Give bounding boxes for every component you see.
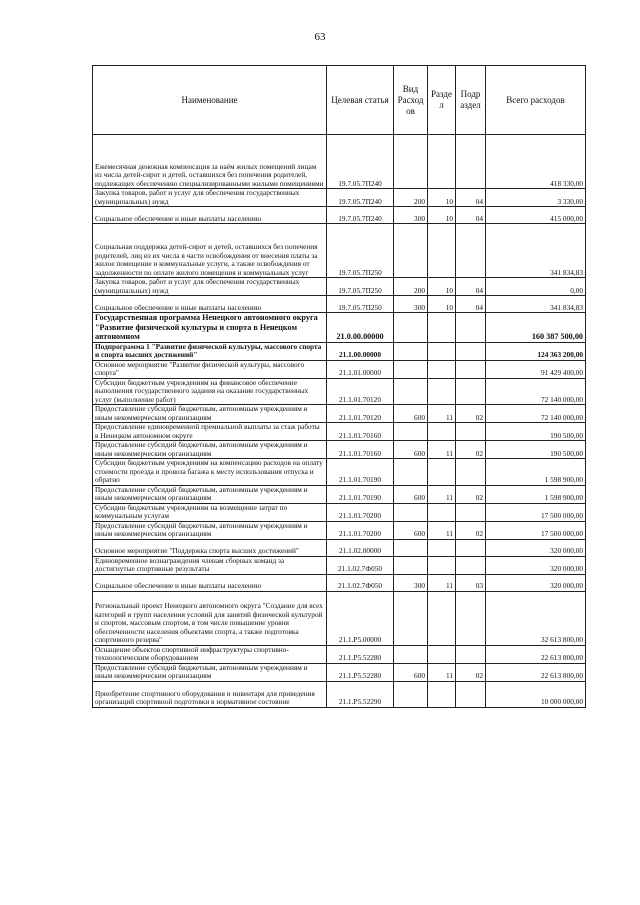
table-row (93, 459, 586, 486)
cell-total: 160 387 500,00 (486, 313, 586, 343)
cell-name: Социальная поддержка детей-сирот и детей, оставшихся без попечения родителей, лиц из их числа в части освобождения от внесения платы за жилое помещение и коммунальные услуги, а также освобождения от задолженности по оплате жилого помещения и коммунальных услуг (93, 224, 327, 278)
cell-total: 91 429 400,00 (486, 360, 586, 378)
cell-target: 21.1.01.70160 (327, 441, 394, 459)
cell-total: 17 500 000,00 (486, 503, 586, 521)
cell-subsection (456, 378, 486, 405)
header-type: Вид Расход ов (394, 66, 428, 135)
cell-subsection: 02 (456, 485, 486, 503)
cell-name: Субсидии бюджетным учреждениям на возмещение затрат по коммунальным услугам (93, 503, 327, 521)
cell-total: 418 330,00 (486, 135, 586, 189)
cell-type: 600 (394, 405, 428, 423)
table-header-row (93, 66, 586, 135)
cell-total: 341 834,83 (486, 224, 586, 278)
cell-name: Единовременное вознаграждения членам сборных команд за достигнутые спортивные результаты (93, 556, 327, 574)
cell-name: Социальное обеспечение и иные выплаты населению (93, 296, 327, 313)
cell-target: 21.1.P5.52290 (327, 681, 394, 707)
cell-subsection: 02 (456, 521, 486, 539)
cell-total: 1 598 900,00 (486, 459, 586, 486)
cell-total: 72 140 000,00 (486, 405, 586, 423)
table-row (93, 574, 586, 591)
cell-total: 0,00 (486, 278, 586, 296)
cell-target: 19.7.05.7П240 (327, 135, 394, 189)
cell-target: 21.1.02.7Ф050 (327, 574, 394, 591)
cell-type (394, 503, 428, 521)
table-row (93, 224, 586, 278)
cell-total: 32 613 800,00 (486, 591, 586, 645)
cell-section: 10 (428, 189, 456, 207)
cell-subsection (456, 539, 486, 556)
cell-type: 200 (394, 278, 428, 296)
cell-type (394, 378, 428, 405)
cell-type (394, 645, 428, 663)
table-row (93, 539, 586, 556)
table-row (93, 313, 586, 343)
cell-total: 22 613 800,00 (486, 663, 586, 681)
cell-type: 600 (394, 485, 428, 503)
cell-section: 10 (428, 278, 456, 296)
cell-target: 19.7.05.7П240 (327, 207, 394, 224)
cell-name: Предоставление субсидий бюджетным, автономным учреждениям и иным некоммерческим организациям (93, 405, 327, 423)
cell-name: Закупка товаров, работ и услуг для обеспечения государственных (муниципальных) нужд (93, 189, 327, 207)
cell-total: 341 834,83 (486, 296, 586, 313)
table-row (93, 441, 586, 459)
cell-total: 320 000,00 (486, 574, 586, 591)
cell-name: Предоставление субсидий бюджетным, автономным учреждениям и иным некоммерческим организациям (93, 441, 327, 459)
cell-name: Предоставление субсидий бюджетным, автономным учреждениям и иным некоммерческим организациям (93, 485, 327, 503)
cell-total: 190 500,00 (486, 423, 586, 441)
table-row (93, 681, 586, 707)
cell-total: 124 363 200,00 (486, 342, 586, 360)
cell-section (428, 342, 456, 360)
table-body (93, 135, 586, 708)
cell-section (428, 313, 456, 343)
cell-type (394, 423, 428, 441)
cell-subsection (456, 423, 486, 441)
table-row (93, 296, 586, 313)
cell-target: 21.1.01.70160 (327, 423, 394, 441)
cell-type (394, 591, 428, 645)
cell-subsection: 04 (456, 278, 486, 296)
header-section: Разде л (428, 66, 456, 135)
cell-name: Ежемесячная денежная компенсация за наём жилых помещений лицам из числа детей-сирот и детей, оставшихся без попечения родителей, подлежащих обеспечению специализированными жилыми помещениями (93, 135, 327, 189)
cell-type (394, 459, 428, 486)
cell-section: 11 (428, 441, 456, 459)
cell-subsection: 04 (456, 296, 486, 313)
cell-type (394, 681, 428, 707)
cell-name: Приобретение спортивного оборудования и инвентаря для приведения организаций спортивной подготовки в нормативное состояние (93, 681, 327, 707)
cell-type (394, 556, 428, 574)
cell-subsection (456, 556, 486, 574)
cell-target: 21.1.01.00000 (327, 360, 394, 378)
table-row (93, 503, 586, 521)
cell-section: 11 (428, 574, 456, 591)
cell-name: Предоставление субсидий бюджетным, автономным учреждениям и иным некоммерческим организациям (93, 521, 327, 539)
cell-section (428, 378, 456, 405)
cell-target: 21.1.P5.00000 (327, 591, 394, 645)
cell-total: 320 000,00 (486, 539, 586, 556)
cell-section: 11 (428, 663, 456, 681)
cell-name: Оснащение объектов спортивной инфраструктуры спортивно-технологическим оборудованием (93, 645, 327, 663)
table-row (93, 207, 586, 224)
cell-type (394, 360, 428, 378)
cell-section (428, 459, 456, 486)
cell-subsection: 04 (456, 189, 486, 207)
header-subsection: Подр аздел (456, 66, 486, 135)
cell-target: 21.1.01.70200 (327, 521, 394, 539)
cell-total: 3 330,00 (486, 189, 586, 207)
cell-type (394, 313, 428, 343)
table-row (93, 645, 586, 663)
table-row (93, 378, 586, 405)
cell-section (428, 224, 456, 278)
cell-subsection (456, 645, 486, 663)
cell-name: Предоставление единовременной премиальной выплаты за стаж работы в Ненецком автономном округе (93, 423, 327, 441)
table-row (93, 135, 586, 189)
cell-subsection (456, 313, 486, 343)
header-name: Наименование (93, 66, 327, 135)
cell-subsection: 02 (456, 405, 486, 423)
cell-total: 190 500,00 (486, 441, 586, 459)
cell-target: 21.0.00.00000 (327, 313, 394, 343)
cell-target: 21.1.01.70200 (327, 503, 394, 521)
table-row (93, 189, 586, 207)
cell-target: 21.1.02.7Ф050 (327, 556, 394, 574)
cell-section (428, 681, 456, 707)
cell-type: 600 (394, 441, 428, 459)
cell-section (428, 503, 456, 521)
table-row (93, 423, 586, 441)
cell-subsection: 02 (456, 441, 486, 459)
cell-subsection (456, 224, 486, 278)
cell-total: 320 000,00 (486, 556, 586, 574)
cell-type: 200 (394, 189, 428, 207)
cell-target: 21.1.01.70190 (327, 459, 394, 486)
cell-target: 21.1.00.00000 (327, 342, 394, 360)
header-total: Всего расходов (486, 66, 586, 135)
cell-total: 415 000,00 (486, 207, 586, 224)
cell-type (394, 342, 428, 360)
table-row (93, 360, 586, 378)
cell-total: 72 140 000,00 (486, 378, 586, 405)
budget-table (92, 65, 586, 708)
cell-name: Предоставление субсидий бюджетным, автономным учреждениям и иным некоммерческим организациям (93, 663, 327, 681)
cell-target: 19.7.05.7П250 (327, 296, 394, 313)
cell-name: Субсидии бюджетным учреждениям на финансовое обеспечение выполнения государственного задания на оказание государственных услуг (выполнение работ) (93, 378, 327, 405)
cell-total: 1 598 900,00 (486, 485, 586, 503)
cell-subsection (456, 681, 486, 707)
cell-section: 10 (428, 207, 456, 224)
cell-subsection: 03 (456, 574, 486, 591)
cell-target: 21.1.P5.52280 (327, 645, 394, 663)
cell-type: 600 (394, 663, 428, 681)
cell-section: 10 (428, 296, 456, 313)
cell-subsection (456, 342, 486, 360)
table-row (93, 342, 586, 360)
cell-section (428, 539, 456, 556)
cell-name: Социальное обеспечение и иные выплаты населению (93, 574, 327, 591)
cell-target: 21.1.01.70190 (327, 485, 394, 503)
cell-type: 300 (394, 207, 428, 224)
cell-name: Субсидии бюджетным учреждениям на компенсацию расходов на оплату стоимости проезда и провоза багажа к месту использования отпуска и обратно (93, 459, 327, 486)
cell-target: 21.1.02.00000 (327, 539, 394, 556)
cell-name: Региональный проект Ненецкого автономного округа "Создание для всех категорий и групп населения условий для занятий физической культурой и спортом, массовым спортом, в том числе повышение уровня обеспеченности населения объектами спорта, а также подготовка спортивного резерва" (93, 591, 327, 645)
cell-subsection (456, 360, 486, 378)
cell-type: 600 (394, 521, 428, 539)
cell-name: Закупка товаров, работ и услуг для обеспечения государственных (муниципальных) нужд (93, 278, 327, 296)
table-row (93, 556, 586, 574)
cell-name: Социальное обеспечение и иные выплаты населению (93, 207, 327, 224)
cell-target: 21.1.01.70120 (327, 378, 394, 405)
cell-name: Основное мероприятие "Поддержка спорта высших достижений" (93, 539, 327, 556)
cell-name: Основное мероприятие "Развитие физической культуры, массового спорта" (93, 360, 327, 378)
page-number: 63 (314, 31, 326, 43)
cell-type: 300 (394, 296, 428, 313)
table-row (93, 485, 586, 503)
cell-target: 19.7.05.7П250 (327, 224, 394, 278)
cell-total: 22 613 800,00 (486, 645, 586, 663)
cell-target: 19.7.05.7П240 (327, 189, 394, 207)
table-row (93, 591, 586, 645)
cell-type (394, 539, 428, 556)
cell-section (428, 135, 456, 189)
cell-target: 21.1.01.70120 (327, 405, 394, 423)
table-row (93, 405, 586, 423)
cell-section: 11 (428, 485, 456, 503)
cell-subsection (456, 591, 486, 645)
cell-subsection (456, 459, 486, 486)
cell-section (428, 591, 456, 645)
cell-section: 11 (428, 521, 456, 539)
cell-total: 17 500 000,00 (486, 521, 586, 539)
table-row (93, 521, 586, 539)
cell-section (428, 423, 456, 441)
cell-subsection: 04 (456, 207, 486, 224)
cell-target: 21.1.P5.52280 (327, 663, 394, 681)
cell-name: Государственная программа Ненецкого автономного округа "Развитие физической культуры и спорта в Ненецком автономном (93, 313, 327, 343)
cell-type: 300 (394, 574, 428, 591)
cell-section: 11 (428, 405, 456, 423)
cell-type (394, 224, 428, 278)
cell-name: Подпрограмма 1 "Развитие физической культуры, массового спорта и спорта высших достижений" (93, 342, 327, 360)
cell-section (428, 556, 456, 574)
cell-total: 10 000 000,00 (486, 681, 586, 707)
table-row (93, 663, 586, 681)
cell-target: 19.7.05.7П250 (327, 278, 394, 296)
table-row (93, 278, 586, 296)
cell-subsection: 02 (456, 663, 486, 681)
header-target: Целевая статья (327, 66, 394, 135)
cell-section (428, 360, 456, 378)
cell-subsection (456, 503, 486, 521)
cell-subsection (456, 135, 486, 189)
cell-section (428, 645, 456, 663)
cell-type (394, 135, 428, 189)
